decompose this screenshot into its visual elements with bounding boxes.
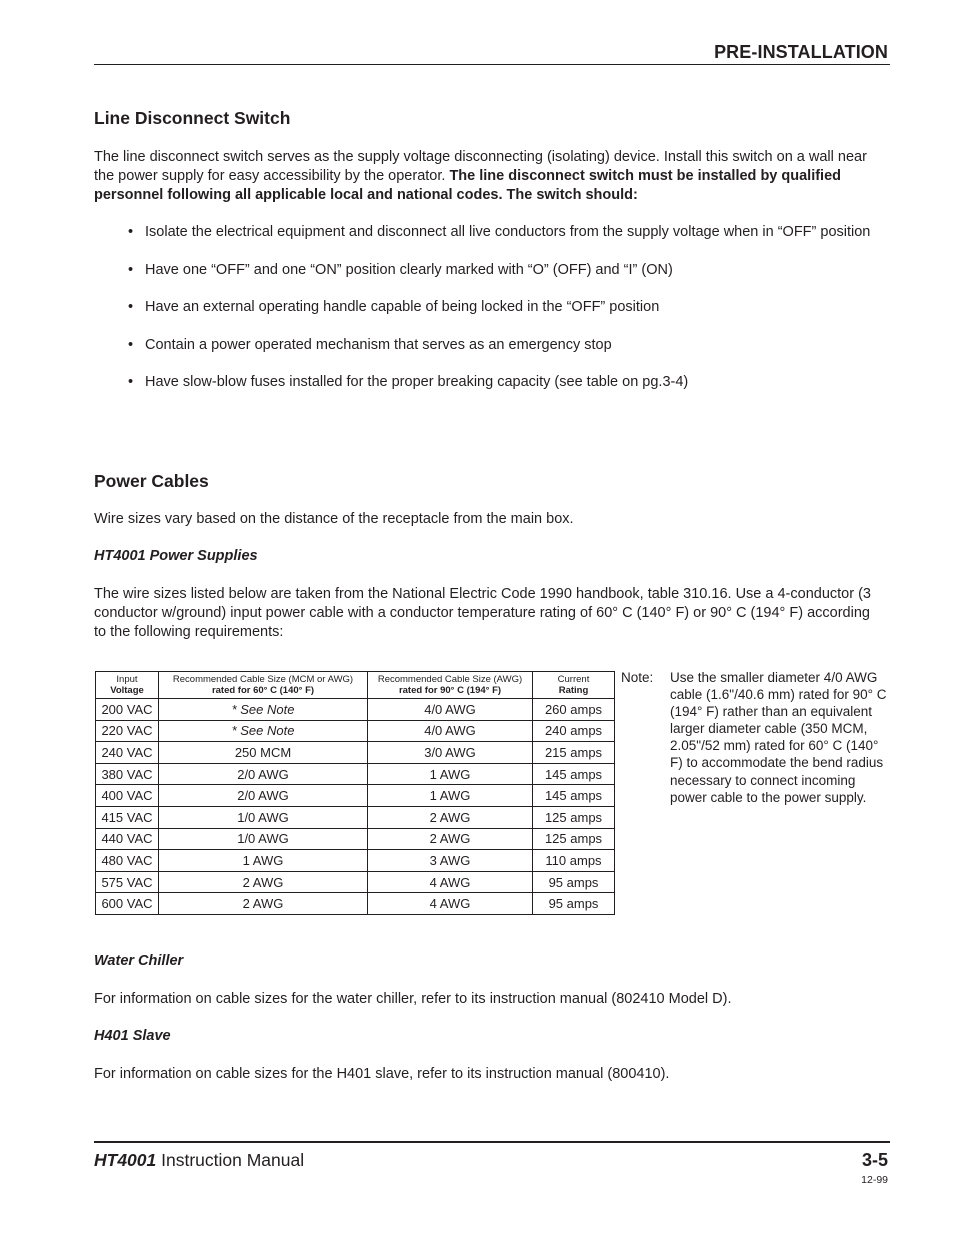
- power-cables-intro: Wire sizes vary based on the distance of the receptacle from the main box.: [94, 511, 574, 527]
- footer-rule: [94, 1141, 890, 1143]
- table-row: [96, 828, 615, 850]
- table-cell: 1 AWG: [368, 763, 533, 785]
- bullet-icon: •: [128, 336, 134, 353]
- header-cable-90c: [368, 672, 533, 699]
- intro-normal-text: The line disconnect switch serves as the supply voltage disconnecting (isolating) device. Install this switch on a wall near the power supply for easy accessibility by the operator.: [94, 149, 867, 184]
- revision-date: 12-99: [861, 1174, 888, 1186]
- table-cell: 4 AWG: [368, 871, 533, 893]
- header-input-voltage: [96, 672, 159, 699]
- list-item-text: Contain a power operated mechanism that serves as an emergency stop: [145, 336, 612, 353]
- table-cell: 4/0 AWG: [368, 720, 533, 742]
- header-cable-60c: [159, 672, 368, 699]
- switch-requirements-list: [128, 223, 888, 411]
- header-rule: [94, 64, 890, 65]
- table-cell: 240 amps: [533, 720, 615, 742]
- table-cell: 400 VAC: [96, 785, 159, 807]
- power-cables-heading: Power Cables: [94, 471, 209, 491]
- header-text: Recommended Cable Size (AWG): [377, 674, 523, 685]
- table-cell: 2 AWG: [368, 828, 533, 850]
- bullet-icon: •: [128, 374, 134, 390]
- header-text: Recommended Cable Size (MCM or AWG): [172, 674, 354, 685]
- bullet-icon: •: [128, 224, 134, 240]
- table-cell: 1 AWG: [368, 785, 533, 807]
- header-text: Input: [116, 674, 138, 685]
- table-row: [96, 850, 615, 872]
- list-item-text: Have slow-blow fuses installed for the proper breaking capacity (see table on pg.3-4): [145, 374, 689, 390]
- note-label: Note:: [621, 670, 654, 685]
- water-chiller-subheading: Water Chiller: [94, 953, 184, 969]
- cable-size-table: [95, 671, 615, 915]
- table-header-row: [96, 672, 615, 699]
- table-cell: 480 VAC: [96, 850, 159, 872]
- table-cell: 250 MCM: [159, 742, 368, 764]
- water-chiller-text: For information on cable sizes for the water chiller, refer to its instruction manual (802410 Model D).: [94, 991, 732, 1007]
- table-cell: 2 AWG: [159, 893, 368, 915]
- header-text: Current: [557, 674, 590, 685]
- ht4001-subheading: HT4001 Power Supplies: [94, 548, 258, 564]
- table-cell: 3 AWG: [368, 850, 533, 872]
- header-text: Rating: [558, 685, 589, 696]
- table-cell: 4/0 AWG: [368, 699, 533, 721]
- table-cell: 415 VAC: [96, 806, 159, 828]
- table-cell: 2/0 AWG: [159, 763, 368, 785]
- table-row: [96, 742, 615, 764]
- list-item: [128, 373, 888, 392]
- table-cell: 240 VAC: [96, 742, 159, 764]
- h401-text: For information on cable sizes for the H401 slave, refer to its instruction manual (800410).: [94, 1066, 670, 1082]
- line-disconnect-intro: [94, 148, 884, 205]
- list-item: [128, 336, 888, 355]
- table-row: [96, 871, 615, 893]
- bullet-icon: •: [128, 261, 134, 278]
- table-cell: 440 VAC: [96, 828, 159, 850]
- list-item-text: Have one “OFF” and one “ON” position clearly marked with “O” (OFF) and “I” (ON): [145, 261, 673, 278]
- table-cell: 2/0 AWG: [159, 785, 368, 807]
- table-cell: 4 AWG: [368, 893, 533, 915]
- list-item: [128, 223, 888, 242]
- page-number: 3-5: [861, 1150, 888, 1170]
- table-cell: 1/0 AWG: [159, 828, 368, 850]
- section-title: PRE-INSTALLATION: [714, 42, 888, 62]
- table-cell: 1/0 AWG: [159, 806, 368, 828]
- note-text: Use the smaller diameter 4/0 AWG cable (1.6"/40.6 mm) rated for 90° C (194° F) rather than an equivalent larger diameter cable (350 MCM, 2.05"/52 mm) rated for 60° C (140° F) to accommodate the bend radius necessary to connect incoming power cable to the power supply.: [670, 670, 887, 805]
- bullet-icon: •: [128, 299, 134, 315]
- header-text: Voltage: [110, 685, 144, 696]
- table-cell: 95 amps: [533, 871, 615, 893]
- table-row: [96, 893, 615, 915]
- table-cell: * See Note: [159, 699, 368, 721]
- table-cell: 220 VAC: [96, 720, 159, 742]
- header-text: rated for 60° C (140° F): [211, 685, 315, 696]
- table-cell: 380 VAC: [96, 763, 159, 785]
- table-cell: 200 VAC: [96, 699, 159, 721]
- intro-bold-text: The line disconnect switch must be installed by qualified personnel following all applicable local and national codes. The switch should:: [94, 168, 842, 203]
- h401-subheading: H401 Slave: [94, 1028, 171, 1044]
- list-item-text: Have an external operating handle capable of being locked in the “OFF” position: [145, 299, 660, 315]
- table-cell: 125 amps: [533, 828, 615, 850]
- table-cell: 110 amps: [533, 850, 615, 872]
- table-cell: 145 amps: [533, 763, 615, 785]
- list-item: [128, 298, 888, 317]
- table-cell: 125 amps: [533, 806, 615, 828]
- table-cell: 260 amps: [533, 699, 615, 721]
- header-current-rating: [533, 672, 615, 699]
- table-cell: 1 AWG: [159, 850, 368, 872]
- table-cell: * See Note: [159, 720, 368, 742]
- footer-manual-title: [94, 1150, 304, 1171]
- table-row: [96, 785, 615, 807]
- table-cell: 600 VAC: [96, 893, 159, 915]
- table-cell: 2 AWG: [368, 806, 533, 828]
- table-cell: 145 amps: [533, 785, 615, 807]
- list-item-text: Isolate the electrical equipment and disconnect all live conductors from the supply voltage when in “OFF” position: [145, 224, 871, 240]
- table-cell: 95 amps: [533, 893, 615, 915]
- header-text: rated for 90° C (194° F): [398, 685, 502, 696]
- table-row: [96, 699, 615, 721]
- table-cell: 2 AWG: [159, 871, 368, 893]
- product-name: HT4001: [94, 1150, 157, 1170]
- table-cell: 3/0 AWG: [368, 742, 533, 764]
- table-cell: 215 amps: [533, 742, 615, 764]
- list-item: [128, 261, 888, 280]
- table-cell: 575 VAC: [96, 871, 159, 893]
- table-row: [96, 806, 615, 828]
- table-row: [96, 763, 615, 785]
- table-row: [96, 720, 615, 742]
- ht4001-text: The wire sizes listed below are taken from the National Electric Code 1990 handbook, table 310.16. Use a 4-conductor (3 conductor w/ground) input power cable with a conductor temperature rating of 60° C (140° F) or 90° C (194° F) according to the following requirements:: [94, 586, 871, 640]
- manual-label: Instruction Manual: [156, 1150, 305, 1170]
- line-disconnect-heading: Line Disconnect Switch: [94, 108, 291, 128]
